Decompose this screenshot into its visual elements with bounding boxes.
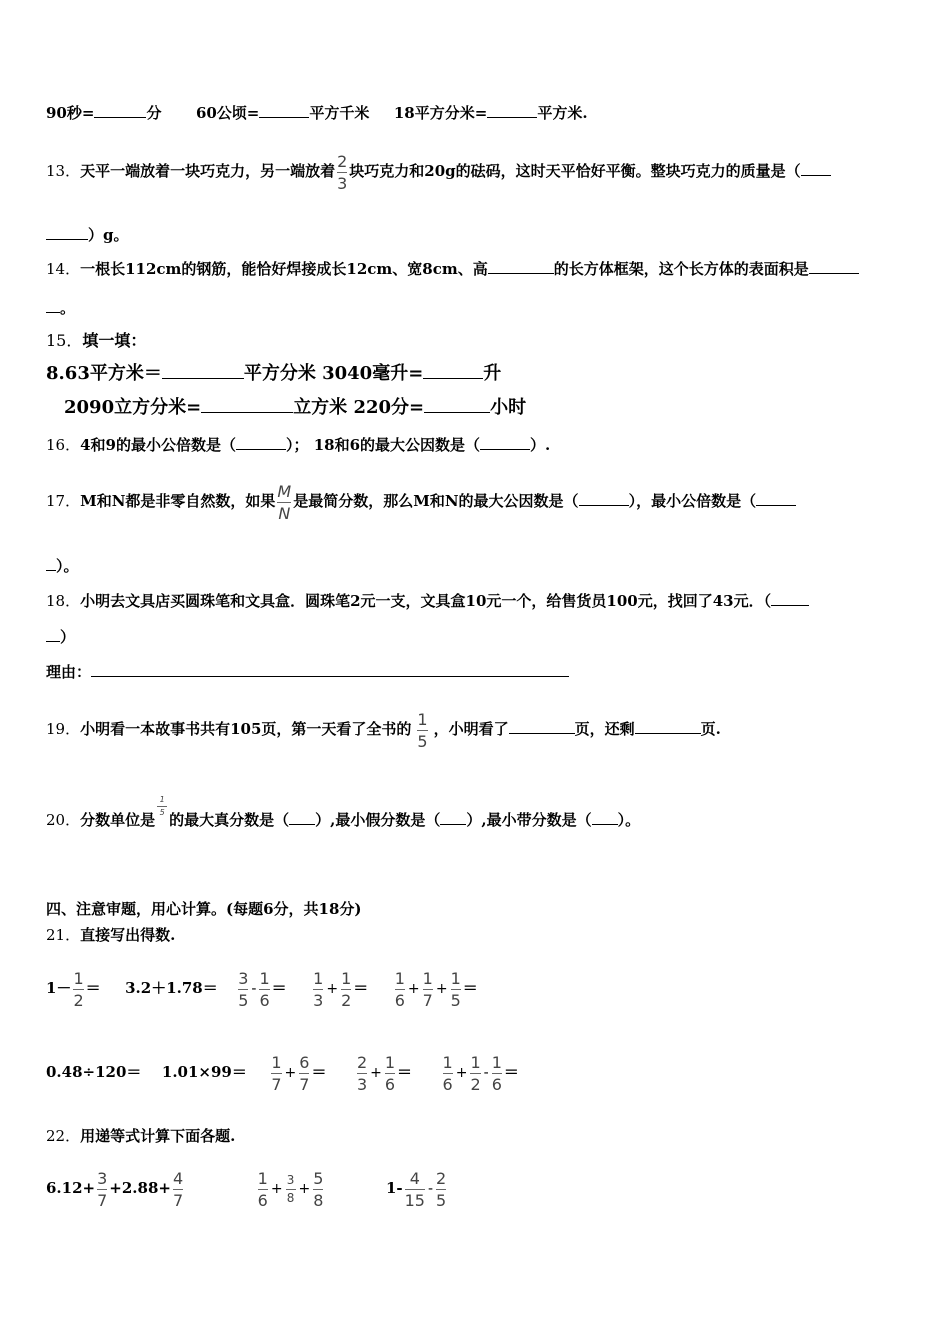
text: M和N都是非零自然数，如果	[80, 492, 276, 510]
text: 平方千米	[309, 104, 370, 122]
answer-blank[interactable]	[809, 259, 859, 274]
fraction: $\frac{1}{2}$	[341, 968, 352, 1010]
answer-blank[interactable]	[592, 810, 618, 825]
q12-tail-line	[46, 103, 588, 123]
answer-blank[interactable]	[259, 103, 309, 118]
fraction: $\frac{1}{7}$	[271, 1052, 282, 1094]
question-number: 22．	[46, 1127, 81, 1145]
question-16	[46, 435, 550, 455]
text: 小时	[490, 397, 527, 418]
text: 60公顷=	[195, 104, 260, 122]
text: ）	[60, 628, 76, 646]
text: 的最大真分数是（	[169, 811, 290, 829]
answer-blank[interactable]	[236, 435, 286, 450]
fraction: $\frac{1}{2}$	[470, 1052, 481, 1094]
text: 分数单位是	[80, 811, 156, 829]
answer-blank[interactable]	[162, 364, 244, 379]
question-17-line2	[46, 556, 79, 576]
question-15-row1	[46, 364, 501, 384]
answer-blank[interactable]	[579, 491, 629, 506]
question-number: 20．	[46, 811, 81, 829]
question-18-reason	[46, 662, 569, 682]
question-15-row2	[64, 398, 526, 418]
answer-blank[interactable]	[480, 435, 530, 450]
answer-blank[interactable]	[46, 627, 60, 642]
reason-label: 理由：	[46, 663, 92, 681]
text: 块巧克力和20g的砝码，这时天平恰好平衡。整块巧克力的质量是（	[349, 162, 801, 180]
question-number: 21．	[46, 926, 81, 944]
fraction: $\frac{1}{5}$	[417, 709, 428, 751]
expression: 0.48÷120＝	[46, 1063, 142, 1081]
question-number: 17．	[46, 492, 81, 510]
answer-blank[interactable]	[509, 719, 575, 734]
question-18	[46, 591, 809, 611]
text: ）。	[56, 557, 79, 575]
question-13	[46, 142, 831, 200]
fraction: $\frac{2}{3}$	[337, 151, 348, 193]
text: ）g。	[88, 226, 129, 244]
section-4-title: 四、注意审题，用心计算。(每题6分，共18分)	[46, 900, 362, 918]
text: 平方分米 3040毫升=	[243, 363, 424, 384]
fraction: $\frac{2}{3}$	[356, 1052, 368, 1094]
answer-blank[interactable]	[756, 491, 796, 506]
fraction: $\frac{6}{7}$	[299, 1052, 310, 1094]
fraction: $\frac{3}{7}$	[97, 1168, 108, 1210]
text: 页，还剩	[574, 720, 635, 738]
answer-blank[interactable]	[201, 398, 293, 413]
fraction: $\frac{1}{5}$	[157, 796, 167, 817]
text: 页.	[700, 720, 721, 738]
fraction: $\frac{1}{6}$	[257, 1168, 268, 1210]
question-19	[46, 698, 721, 760]
fraction: $\frac{1}{5}$	[450, 968, 461, 1010]
text: 是最简分数，那么M和N的最大公因数是（	[293, 492, 579, 510]
answer-blank[interactable]	[423, 364, 483, 379]
expression: 3.2＋1.78＝	[125, 979, 218, 997]
text: 18平方分米=	[393, 104, 488, 122]
question-15	[46, 331, 146, 351]
question-number: 15．	[46, 331, 83, 350]
question-number: 19．	[46, 720, 81, 738]
text: 的长方体框架，这个长方体的表面积是	[553, 260, 809, 278]
question-number: 14．	[46, 260, 81, 278]
text: 平方米.	[537, 104, 588, 122]
expression: 1.01×99＝	[161, 1063, 247, 1081]
answer-blank[interactable]	[487, 103, 537, 118]
answer-blank[interactable]	[46, 298, 60, 313]
question-21	[46, 925, 175, 945]
question-title: 直接写出得数.	[80, 926, 176, 944]
text: 小明看一本故事书共有105页，第一天看了全书的	[80, 720, 412, 738]
fraction: $\frac{1}{6}$	[384, 1052, 396, 1094]
text: ，小明看了	[433, 720, 509, 738]
q21-row2: 0.48÷120＝ 1.01×99＝ $\frac{1}{7}$ + $\frac{6}{7}$ ＝ $\frac{2}{3}$ + $\frac{1}{6}$ ＝ $\frac{1}{6}$ + $\frac{1}{2}$ - $\frac{1}{6}$ ＝	[46, 1052, 519, 1094]
text: 2090立方分米=	[64, 397, 202, 418]
answer-blank[interactable]	[635, 719, 701, 734]
answer-blank[interactable]	[46, 225, 88, 240]
text: 90秒=	[46, 104, 95, 122]
q21-row1: 1－ $\frac{1}{2}$ ＝ 3.2＋1.78＝ $\frac{3}{5}$ - $\frac{1}{6}$ ＝ $\frac{1}{3}$ + $\frac{1}{2}$ ＝ $\frac{1}{6}$ + $\frac{1}{7}$ + $\frac{1}{5}$ ＝	[46, 968, 478, 1010]
fraction: $\frac{1}{6}$	[259, 968, 270, 1010]
question-13-line2	[46, 225, 129, 245]
answer-blank[interactable]	[440, 810, 466, 825]
text: 。	[60, 299, 76, 317]
text: 8.63平方米＝	[46, 363, 162, 384]
text: 升	[483, 363, 502, 384]
question-20	[46, 790, 640, 850]
answer-blank[interactable]	[424, 398, 490, 413]
fraction: $\frac{3}{8}$	[286, 1172, 295, 1205]
fraction: $\frac{4}{15}$	[404, 1168, 425, 1210]
question-number: 16．	[46, 436, 81, 454]
question-17	[46, 472, 796, 530]
answer-blank[interactable]	[801, 161, 831, 176]
fraction: $\frac{5}{8}$	[313, 1168, 324, 1210]
answer-blank[interactable]	[771, 591, 809, 606]
text: 立方米 220分=	[293, 397, 425, 418]
fraction: $\frac{1}{2}$	[73, 968, 84, 1010]
text: 一根长112cm的钢筋，能恰好焊接成长12cm、宽8cm、高	[80, 260, 488, 278]
text: ），最小公倍数是（	[628, 492, 757, 510]
text: 分	[146, 104, 162, 122]
q22-expressions: 6.12+ $\frac{3}{7}$ +2.88+ $\frac{4}{7}$ $\frac{1}{6}$ + $\frac{3}{8}$ + $\frac{5}{8}$ 1- $\frac{4}{15}$ - $\frac{2}{5}$	[46, 1168, 447, 1210]
question-18-line2	[46, 627, 75, 647]
question-number: 18．	[46, 592, 81, 610]
text: 天平一端放着一块巧克力，另一端放着	[80, 162, 336, 180]
fraction: $\frac{2}{5}$	[436, 1168, 447, 1210]
text: 小明去文具店买圆珠笔和文具盒．圆珠笔2元一支，文具盒10元一个，给售货员100元，找回了43元．（	[80, 592, 772, 610]
question-14	[46, 259, 859, 279]
fraction: $\frac{1}{6}$	[491, 1052, 502, 1094]
answer-blank[interactable]	[289, 810, 315, 825]
fraction: $\frac{M}{N}$	[277, 481, 292, 523]
question-number: 13．	[46, 162, 81, 180]
fraction: $\frac{1}{6}$	[442, 1052, 453, 1094]
question-title: 用递等式计算下面各题.	[80, 1127, 236, 1145]
text: ）； 18和6的最大公因数是（	[285, 436, 481, 454]
question-title: 填一填：	[82, 331, 147, 350]
text: ）,最小带分数是（	[466, 811, 592, 829]
reason-blank[interactable]	[91, 662, 569, 677]
fraction: $\frac{3}{5}$	[238, 968, 249, 1010]
fraction: $\frac{1}{6}$	[394, 968, 405, 1010]
answer-blank[interactable]	[46, 556, 56, 571]
question-14-line2	[46, 298, 75, 318]
question-22	[46, 1126, 235, 1146]
fraction: $\frac{4}{7}$	[172, 1168, 184, 1210]
text: ）.	[530, 436, 551, 454]
text: ）,最小假分数是（	[315, 811, 441, 829]
answer-blank[interactable]	[94, 103, 146, 118]
fraction: $\frac{1}{3}$	[313, 968, 324, 1010]
text: ）。	[617, 811, 641, 829]
text: 4和9的最小公倍数是（	[80, 436, 236, 454]
fraction: $\frac{1}{7}$	[422, 968, 433, 1010]
answer-blank[interactable]	[488, 259, 554, 274]
